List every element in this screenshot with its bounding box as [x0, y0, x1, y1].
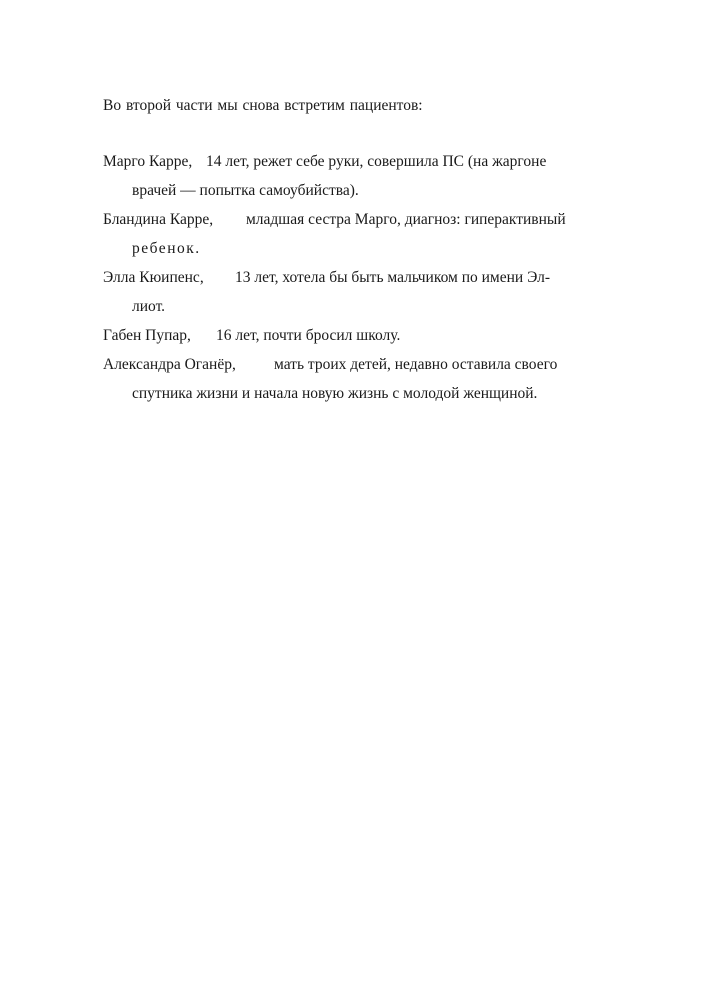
patient-description: младшая сестра Марго, диагноз: гиперактивный	[246, 211, 566, 228]
patient-entry	[103, 205, 566, 263]
patient-entry	[103, 263, 550, 321]
patient-entry	[103, 147, 546, 205]
patient-name: Александра Оганёр,	[103, 356, 236, 373]
patient-description: 14 лет, режет себе руки, совершила ПС (на жаргоне	[206, 153, 547, 170]
patient-description: мать троих детей, недавно оставила своего	[274, 356, 558, 373]
patient-description-continued: ребенок.	[132, 240, 201, 257]
intro-text: Во второй части мы снова встретим пациентов:	[103, 97, 423, 114]
patient-description-continued: врачей — попытка самоубийства).	[132, 182, 359, 199]
patient-name: Габен Пупар,	[103, 327, 191, 344]
patient-entry	[103, 321, 400, 350]
patient-name: Элла Кюипенс,	[103, 269, 204, 286]
patient-name: Бландина Карре,	[103, 211, 214, 228]
patient-name: Марго Карре,	[103, 153, 193, 170]
patient-description-continued: лиот.	[132, 298, 166, 315]
patient-description: 16 лет, почти бросил школу.	[216, 327, 401, 344]
intro-paragraph	[103, 96, 423, 116]
patient-entry	[103, 350, 557, 408]
patient-description-continued: спутника жизни и начала новую жизнь с молодой женщиной.	[132, 385, 538, 402]
patient-description: 13 лет, хотела бы быть мальчиком по имени Эл-	[235, 269, 550, 286]
